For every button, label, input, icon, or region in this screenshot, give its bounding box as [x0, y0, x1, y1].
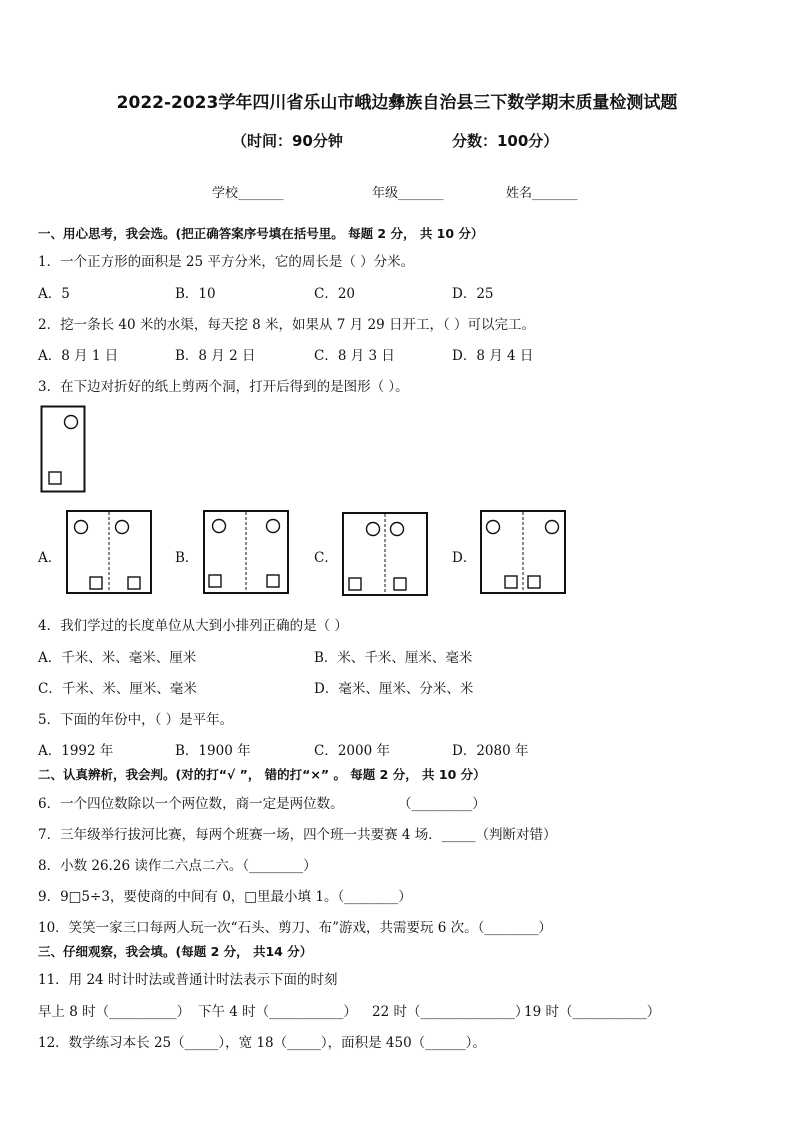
q3-option-a-label: A．: [38, 550, 62, 566]
q1-option-c: C．20: [314, 286, 356, 302]
q11-item-4[interactable]: 19 时（___________）: [524, 1004, 661, 1020]
page-title: 2022-2023学年四川省乐山市峨边彝族自治县三下数学期末质量检测试题: [116, 93, 678, 113]
q6-answer-blank[interactable]: （_________）: [398, 796, 486, 812]
question-3: 3．在下边对折好的纸上剪两个洞，打开后得到的是图形（ ）。: [38, 379, 409, 395]
exam-time: （时间：90分钟: [232, 132, 343, 150]
question-1: 1．一个正方形的面积是 25 平方分米，它的周长是（ ）分米。: [38, 254, 415, 270]
q4-option-d: D．毫米、厘米、分米、米: [314, 681, 474, 697]
q2-option-a: A．8 月 1 日: [38, 348, 119, 364]
q4-option-c: C．千米、米、厘米、毫米: [38, 681, 197, 697]
question-10: 10．笑笑一家三口每两人玩一次“石头、剪刀、布”游戏，共需要玩 6 次。（________）: [38, 920, 552, 936]
q11-item-3[interactable]: 22 时（______________）: [372, 1004, 529, 1020]
q3-option-a-figure: [66, 510, 152, 594]
section-3-heading: 三、仔细观察，我会填。(每题 2 分， 共14 分）: [38, 944, 313, 959]
q5-option-d: D．2080 年: [452, 743, 529, 759]
name-field: 姓名_______: [506, 186, 578, 201]
q5-option-b: B．1900 年: [175, 743, 251, 759]
question-6: 6．一个四位数除以一个两位数，商一定是两位数。: [38, 796, 344, 812]
q4-option-a: A．千米、米、毫米、厘米: [38, 650, 197, 666]
q1-option-a: A．5: [38, 286, 70, 302]
q1-option-b: B．10: [175, 286, 216, 302]
question-9: 9．9□5÷3，要使商的中间有 0，□里最小填 1。（________）: [38, 889, 412, 905]
question-5: 5．下面的年份中，（ ）是平年。: [38, 712, 234, 728]
exam-score: 分数：100分）: [452, 132, 559, 150]
q4-option-b: B．米、千米、厘米、毫米: [314, 650, 473, 666]
q11-item-2[interactable]: 下午 4 时（___________）: [198, 1004, 357, 1020]
section-2-heading: 二、认真辨析，我会判。(对的打“√ ”， 错的打“×” 。 每题 2 分， 共 10 分）: [38, 767, 486, 782]
q3-option-d-label: D．: [452, 550, 477, 566]
question-11: 11．用 24 时计时法或普通计时法表示下面的时刻: [38, 972, 338, 988]
q3-option-b-figure: [203, 510, 289, 594]
q11-item-1[interactable]: 早上 8 时（__________）: [38, 1004, 191, 1020]
q2-option-d: D．8 月 4 日: [452, 348, 534, 364]
q5-option-c: C．2000 年: [314, 743, 390, 759]
question-12: 12．数学练习本长 25（_____），宽 18（_____），面积是 450（______）。: [38, 1035, 486, 1051]
q2-option-c: C．8 月 3 日: [314, 348, 395, 364]
school-field: 学校_______: [212, 186, 284, 201]
q3-option-c-figure: [342, 512, 428, 596]
q3-option-c-label: C．: [314, 550, 338, 566]
question-8: 8．小数 26.26 读作二六点二六。（________）: [38, 858, 317, 874]
grade-field: 年级_______: [372, 186, 444, 201]
question-7: 7．三年级举行拔河比赛，每两个班赛一场，四个班一共要赛 4 场．_____（判断对错）: [38, 827, 557, 843]
question-4: 4．我们学过的长度单位从大到小排列正确的是（ ）: [38, 618, 348, 634]
q1-option-d: D．25: [452, 286, 494, 302]
q5-option-a: A．1992 年: [38, 743, 114, 759]
q2-option-b: B．8 月 2 日: [175, 348, 256, 364]
section-1-heading: 一、用心思考，我会选。(把正确答案序号填在括号里。 每题 2 分， 共 10 分）: [38, 226, 484, 241]
q3-option-d-figure: [480, 510, 566, 594]
question-2: 2．挖一条长 40 米的水渠，每天挖 8 米，如果从 7 月 29 日开工，（ ）可以完工。: [38, 317, 535, 333]
q3-option-b-label: B．: [175, 550, 199, 566]
folded-paper-figure: [40, 405, 86, 493]
